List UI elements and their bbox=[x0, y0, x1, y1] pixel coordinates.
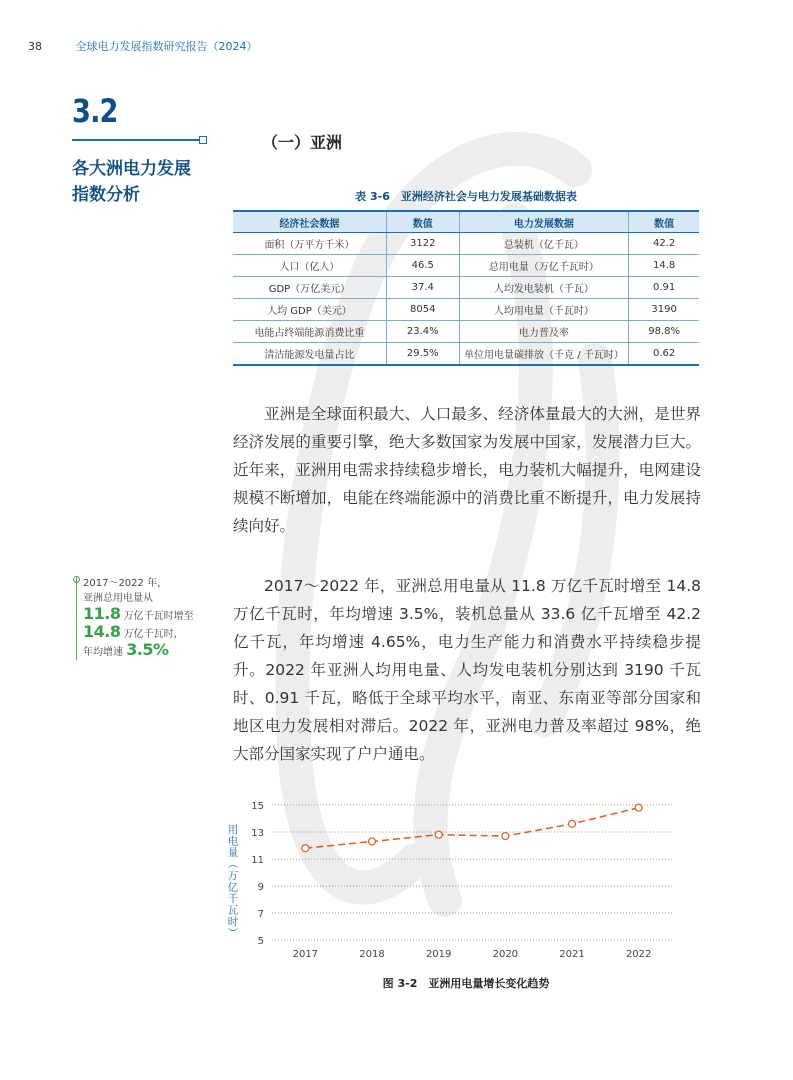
table-cell: 人口（亿人） bbox=[233, 255, 386, 277]
table-cell: 3122 bbox=[386, 233, 459, 255]
y-axis-label-char: 瓦 bbox=[227, 904, 239, 917]
data-point bbox=[502, 833, 509, 840]
data-point bbox=[569, 820, 576, 827]
table-cell: 人均发电装机（千瓦） bbox=[459, 277, 629, 299]
data-point bbox=[635, 804, 642, 811]
data-point bbox=[302, 845, 309, 852]
running-title: 全球电力发展指数研究报告（2024） bbox=[75, 40, 258, 53]
y-axis-label-char: 万 bbox=[227, 870, 239, 882]
y-tick-label: 13 bbox=[251, 828, 264, 839]
sidenote-line: 2017～2022 年， bbox=[83, 578, 168, 589]
x-tick-label: 2020 bbox=[492, 949, 519, 960]
y-axis-label-char: （ bbox=[226, 858, 238, 869]
table-cell: 电力普及率 bbox=[459, 321, 629, 343]
y-axis-label-char: 亿 bbox=[227, 881, 239, 894]
y-axis-label-char: ） bbox=[226, 927, 238, 938]
table-row bbox=[233, 277, 699, 299]
table-cell: 29.5% bbox=[386, 343, 459, 366]
series-line bbox=[305, 808, 638, 849]
table-row bbox=[233, 255, 699, 277]
y-tick-label: 9 bbox=[257, 882, 264, 893]
figure-caption: 图 3-2 亚洲用电量增长变化趋势 bbox=[382, 977, 550, 990]
table-row bbox=[233, 321, 699, 343]
y-tick-label: 7 bbox=[257, 909, 264, 920]
table-header-cell: 数值 bbox=[386, 211, 459, 233]
sidenote bbox=[76, 576, 194, 660]
y-tick-label: 15 bbox=[251, 801, 264, 812]
sidenote-line: 亚洲总用电量从 bbox=[83, 593, 153, 604]
table-row bbox=[233, 299, 699, 321]
table-cell: 37.4 bbox=[386, 277, 459, 299]
table-cell: 电能占终端能源消费比重 bbox=[233, 321, 386, 343]
table-cell: 42.2 bbox=[629, 233, 699, 255]
table-cell: 0.91 bbox=[629, 277, 699, 299]
sidenote-highlight: 11.8 bbox=[83, 604, 121, 623]
table-cell: 3190 bbox=[629, 299, 699, 321]
table-header-cell: 经济社会数据 bbox=[233, 211, 386, 233]
subsection-title: （一）亚洲 bbox=[262, 133, 343, 152]
data-point bbox=[435, 831, 442, 838]
asia-data-table bbox=[233, 210, 699, 366]
paragraph-trend: 2017～2022 年，亚洲总用电量从 11.8 万亿千瓦时增至 14.8 万亿千瓦时，年均增速 3.5%，装机总量从 33.6 亿千瓦增至 42.2 亿千瓦，年均增速 4.65%，电力生产能力和消费水平持续稳步提升。2022 年亚洲人均用电量、人均发电装机分别达到 3190 千瓦时、0.91 千瓦，略低于全球平均水平，南亚、东南亚等部分国家和地区电力发展相对滞后。2022 年，亚洲电力普及率超过 98%，绝大部分国家实现了户户通电。 bbox=[233, 577, 701, 763]
table-cell: 98.8% bbox=[629, 321, 699, 343]
section-title-line2: 指数分析 bbox=[72, 185, 140, 205]
y-axis-label-char: 千 bbox=[227, 893, 239, 905]
electricity-consumption-chart bbox=[220, 795, 700, 970]
table-cell: 总用电量（万亿千瓦时） bbox=[459, 255, 629, 277]
table-cell: 23.4% bbox=[386, 321, 459, 343]
table-caption: 表 3-6 亚洲经济社会与电力发展基础数据表 bbox=[355, 190, 577, 203]
table-header-cell: 电力发展数据 bbox=[459, 211, 629, 233]
x-tick-label: 2022 bbox=[625, 949, 652, 960]
y-axis-label-char: 用 bbox=[227, 824, 239, 836]
table-cell: 0.62 bbox=[629, 343, 699, 366]
table-cell: 46.5 bbox=[386, 255, 459, 277]
table-header-cell: 数值 bbox=[629, 211, 699, 233]
x-tick-label: 2019 bbox=[425, 949, 452, 960]
sidenote-line: 万亿千瓦时增至 bbox=[123, 611, 194, 622]
paragraph-intro: 亚洲是全球面积最大、人口最多、经济体量最大的大洲，是世界经济发展的重要引擎，绝大多数国家为发展中国家，发展潜力巨大。近年来，亚洲用电需求持续稳步增长，电力装机大幅提升，电网建设规模不断增加，电能在终端能源中的消费比重不断提升，电力发展持续向好。 bbox=[233, 405, 701, 535]
section-divider bbox=[72, 139, 200, 141]
sidenote-highlight: 3.5% bbox=[126, 640, 169, 659]
table-header-row bbox=[233, 211, 699, 233]
section-number: 3.2 bbox=[72, 92, 118, 130]
section-title bbox=[72, 156, 191, 208]
table-cell: 面积（万平方千米） bbox=[233, 233, 386, 255]
data-point bbox=[369, 838, 376, 845]
table-cell: 人均用电量（千瓦时） bbox=[459, 299, 629, 321]
table-cell: 单位用电量碳排放（千克 / 千瓦时） bbox=[459, 343, 629, 366]
table-cell: 8054 bbox=[386, 299, 459, 321]
table-row bbox=[233, 233, 699, 255]
section-title-line1: 各大洲电力发展 bbox=[72, 159, 191, 179]
y-axis-label-char: 量 bbox=[227, 847, 239, 859]
page-header bbox=[28, 38, 258, 54]
table-row bbox=[233, 343, 699, 366]
table-cell: 人均 GDP（美元） bbox=[233, 299, 386, 321]
sidenote-line: 万亿千瓦时， bbox=[123, 629, 184, 640]
y-tick-label: 11 bbox=[251, 855, 264, 866]
y-axis-label-char: 电 bbox=[227, 835, 239, 848]
section-divider-end bbox=[199, 136, 207, 144]
y-axis-label-char: 时 bbox=[227, 916, 239, 928]
x-tick-label: 2018 bbox=[359, 949, 385, 960]
sidenote-highlight: 14.8 bbox=[83, 622, 121, 641]
y-tick-label: 5 bbox=[257, 936, 264, 947]
table-cell: 14.8 bbox=[629, 255, 699, 277]
table-cell: GDP（万亿美元） bbox=[233, 277, 386, 299]
table-cell: 清洁能源发电量占比 bbox=[233, 343, 386, 366]
page-number: 38 bbox=[28, 40, 42, 53]
x-tick-label: 2021 bbox=[559, 949, 585, 960]
table-cell: 总装机（亿千瓦） bbox=[459, 233, 629, 255]
x-tick-label: 2017 bbox=[292, 949, 319, 960]
sidenote-line: 年均增速 bbox=[83, 647, 123, 658]
